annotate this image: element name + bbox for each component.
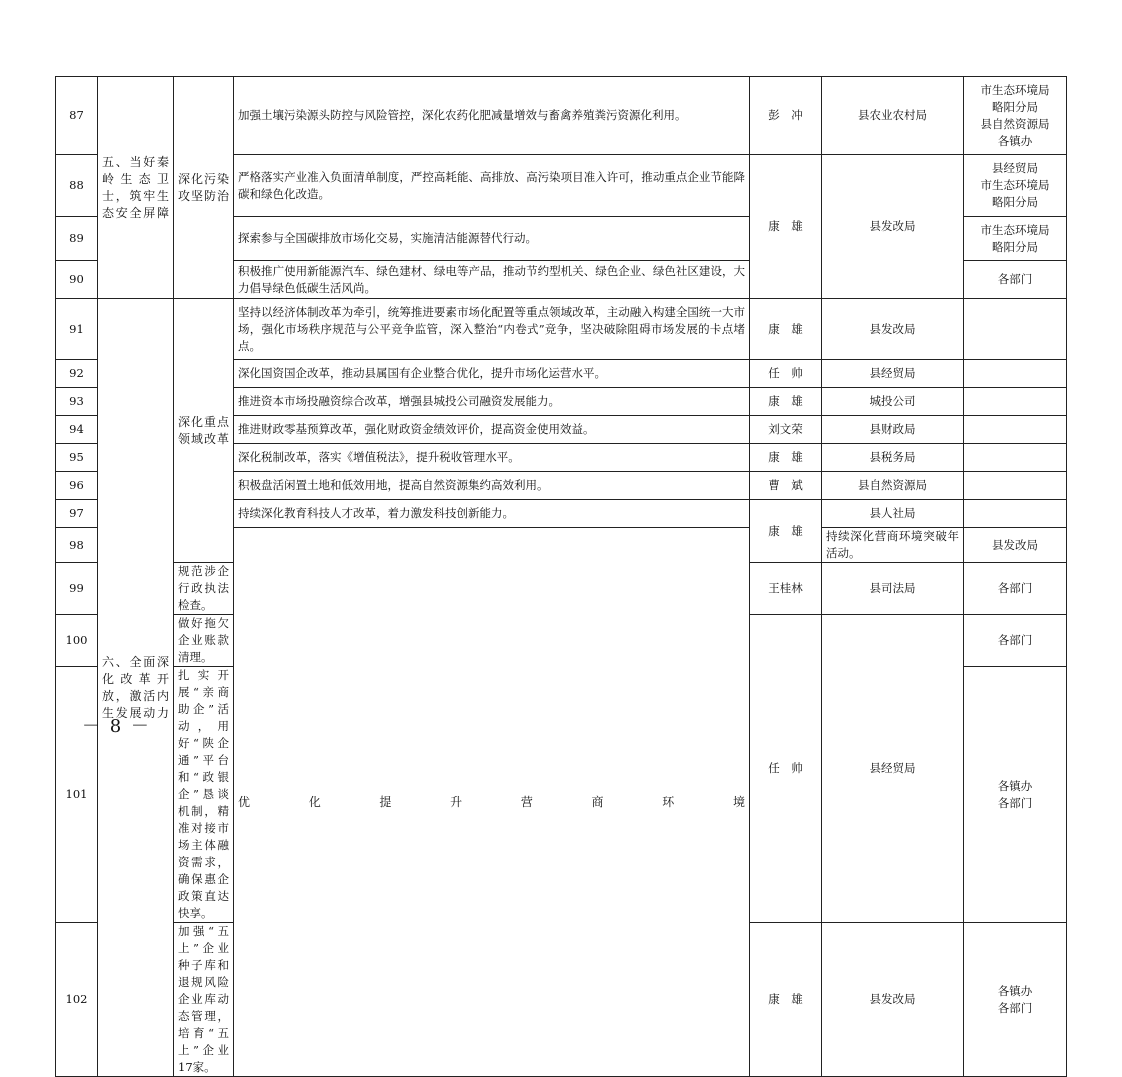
goal-cell: 六、全面深化改革开放，激活内生发展动力: [98, 299, 174, 1077]
lead-unit-cell: 县发改局: [822, 155, 964, 299]
row-number: 99: [56, 563, 98, 615]
task-cell: 坚持以经济体制改革为牵引，统筹推进要素市场化配置等重点领域改革，主动融入构建全国统一大市场，强化市场秩序规范与公平竞争监管，深入整治“内卷式”竞争，坚决破除阻碍市场发展的卡点堵点。: [234, 299, 750, 360]
leader-cell: 康 雄: [750, 299, 822, 360]
task-cell: 严格落实产业准入负面清单制度，严控高耗能、高排放、高污染项目准入许可，推动重点企业节能降碳和绿色化改造。: [234, 155, 750, 217]
coop-cell: [964, 155, 1067, 217]
coop-unit: 各镇办: [997, 778, 1033, 793]
coop-unit: 略阳分局: [992, 239, 1038, 254]
row-number: 97: [56, 500, 98, 528]
area-cell: 优化提升营商环境: [234, 528, 750, 1077]
row-number: 93: [56, 388, 98, 416]
lead-unit-cell: 县经贸局: [822, 360, 964, 388]
leader-cell: 王桂林: [750, 563, 822, 615]
coop-cell: [964, 77, 1067, 155]
coop-cell: [964, 388, 1067, 416]
coop-unit: 市生态环境局: [980, 222, 1050, 237]
row-number: 91: [56, 299, 98, 360]
coop-cell: [964, 261, 1067, 299]
lead-unit-cell: 县农业农村局: [822, 77, 964, 155]
leader-cell: 康 雄: [750, 500, 822, 563]
row-number: 90: [56, 261, 98, 299]
lead-unit-cell: 县财政局: [822, 416, 964, 444]
coop-unit: 市生态环境局: [980, 178, 1050, 192]
row-number: 92: [56, 360, 98, 388]
coop-unit: 市生态环境局: [980, 82, 1050, 97]
leader-cell: 康 雄: [750, 923, 822, 1077]
coop-cell: [964, 500, 1067, 528]
coop-cell: [964, 217, 1067, 261]
leader-cell: 康 雄: [750, 388, 822, 416]
task-cell: 持续深化教育科技人才改革，着力激发科技创新能力。: [234, 500, 750, 528]
task-cell: 深化国资国企改革，推动县属国有企业整合优化，提升市场化运营水平。: [234, 360, 750, 388]
task-cell: 深化税制改革，落实《增值税法》，提升税收管理水平。: [234, 444, 750, 472]
row-number: 100: [56, 615, 98, 667]
task-cell: 探索参与全国碳排放市场化交易，实施清洁能源替代行动。: [234, 217, 750, 261]
coop-cell: [964, 444, 1067, 472]
coop-cell: [964, 923, 1067, 1077]
task-cell: 规范涉企行政执法检查。: [174, 563, 234, 615]
coop-unit: 各镇办: [997, 983, 1033, 998]
leader-cell: 康 雄: [750, 155, 822, 299]
coop-cell: [964, 472, 1067, 500]
lead-unit-cell: 县发改局: [822, 299, 964, 360]
coop-unit: 各部门: [997, 581, 1033, 595]
leader-cell: 曹 斌: [750, 472, 822, 500]
coop-cell: [964, 667, 1067, 923]
goal-cell: 五、当好秦岭生态卫士，筑牢生态安全屏障: [98, 77, 174, 299]
lead-unit-cell: 县自然资源局: [822, 472, 964, 500]
leader-cell: 任 帅: [750, 615, 822, 923]
area-cell: 深化污染攻坚防治: [174, 77, 234, 299]
leader-cell: 彭 冲: [750, 77, 822, 155]
coop-unit: 各部门: [997, 272, 1033, 286]
task-cell: 推进财政零基预算改革，强化财政资金绩效评价，提高资金使用效益。: [234, 416, 750, 444]
coop-unit: 各部门: [997, 633, 1033, 647]
lead-unit-cell: 县经贸局: [822, 615, 964, 923]
row-number: 95: [56, 444, 98, 472]
page-number: － 8 －: [82, 716, 151, 737]
task-cell: 做好拖欠企业账款清理。: [174, 615, 234, 667]
row-number: 89: [56, 217, 98, 261]
task-cell: 持续深化营商环境突破年活动。: [822, 528, 964, 563]
coop-unit: 各镇办: [997, 133, 1033, 148]
task-cell: 加强土壤污染源头防控与风险管控，深化农药化肥减量增效与畜禽养殖粪污资源化利用。: [234, 77, 750, 155]
coop-cell: [964, 360, 1067, 388]
task-cell: 扎实开展“亲商助企”活动，用好“陕企通”平台和“政银企”恳谈机制，精准对接市场主体融资需求，确保惠企政策直达快享。: [174, 667, 234, 923]
row-number: 88: [56, 155, 98, 217]
coop-unit: 各部门: [997, 1000, 1033, 1015]
coop-cell: [964, 615, 1067, 667]
coop-unit: 略阳分局: [992, 99, 1038, 114]
lead-unit-cell: 城投公司: [822, 388, 964, 416]
task-cell: 推进资本市场投融资综合改革，增强县城投公司融资发展能力。: [234, 388, 750, 416]
task-cell: 积极盘活闲置土地和低效用地，提高自然资源集约高效利用。: [234, 472, 750, 500]
row-number: 94: [56, 416, 98, 444]
task-table: [55, 76, 1067, 1077]
coop-cell: [964, 416, 1067, 444]
coop-unit: 各部门: [997, 795, 1033, 810]
coop-unit: 略阳分局: [992, 195, 1038, 209]
table-row: [56, 299, 1067, 360]
coop-cell: [964, 563, 1067, 615]
task-cell: 积极推广使用新能源汽车、绿色建材、绿电等产品，推动节约型机关、绿色企业、绿色社区建设，大力倡导绿色低碳生活风尚。: [234, 261, 750, 299]
row-number: 96: [56, 472, 98, 500]
row-number: 102: [56, 923, 98, 1077]
lead-unit-cell: 县司法局: [822, 563, 964, 615]
lead-unit-cell: 县发改局: [822, 923, 964, 1077]
row-number: 101: [56, 667, 98, 923]
leader-cell: 任 帅: [750, 360, 822, 388]
leader-cell: 刘文荣: [750, 416, 822, 444]
table-row: [56, 77, 1067, 155]
coop-unit: 县经贸局: [992, 161, 1038, 175]
lead-unit-cell: 县税务局: [822, 444, 964, 472]
row-number: 98: [56, 528, 98, 563]
task-cell: 加强“五上”企业种子库和退规风险企业库动态管理，培育“五上”企业17家。: [174, 923, 234, 1077]
leader-cell: 康 雄: [750, 444, 822, 472]
row-number: 87: [56, 77, 98, 155]
area-cell: 深化重点领域改革: [174, 299, 234, 563]
coop-unit: 县自然资源局: [980, 116, 1050, 131]
coop-cell: [964, 299, 1067, 360]
lead-unit-cell: 县发改局: [964, 528, 1067, 563]
lead-unit-cell: 县人社局: [822, 500, 964, 528]
